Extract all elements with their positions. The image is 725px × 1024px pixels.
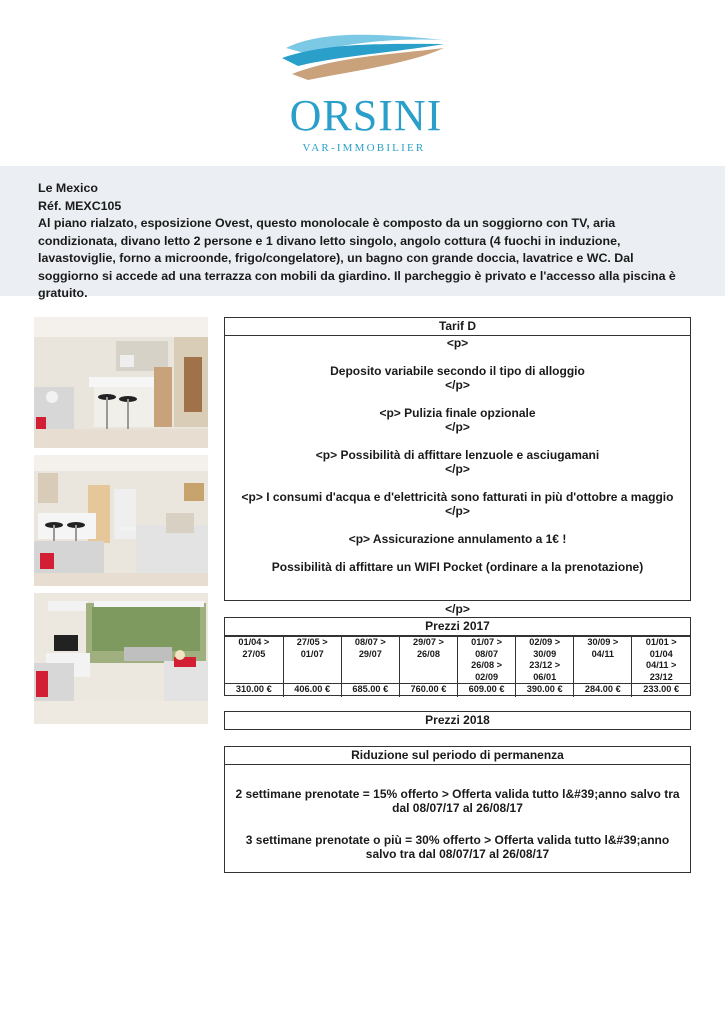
price-cell: 406.00 € — [283, 684, 341, 697]
tarif-line: <p> I consumi d'acqua e d'elettricità sono fatturati in più d'ottobre a maggio — [241, 490, 674, 504]
prezzi-2017-title: Prezzi 2017 — [225, 618, 690, 636]
riduzione-item: 2 settimane prenotate = 15% offerto > Offerta valida tutto l&#39;anno salvo tra dal 08/07/17 al 26/08/17 — [235, 787, 680, 815]
period-cell: 27/05 > 01/07 — [283, 637, 341, 684]
period-cell: 08/07 > 29/07 — [341, 637, 399, 684]
prezzi-2017-box — [224, 617, 691, 696]
property-description: Al piano rialzato, esposizione Ovest, questo monolocale è composto da un soggiorno con TV, aria condizionata, divano letto 2 persone e 1 divano letto singolo, angolo cottura (4 fuochi in induzione, lavastoviglie, forno a microonde, frigo/congelatore), un bagno con grande doccia, lavatrice e WC. Dal soggiorno si accede ad una terrazza con mobili da giardino. Il parcheggio è privato e l'accesso alla piscina è gratuito. — [38, 216, 676, 300]
tarif-line: <p> — [446, 336, 469, 350]
living-terrace-photo — [34, 593, 208, 724]
riduzione-box — [224, 746, 691, 873]
logo-subtitle: VAR-IMMOBILIER — [302, 142, 426, 154]
tarif-line: <p> Possibilità di affittare lenzuole e asciugamani — [315, 448, 600, 462]
period-cell: 01/04 > 27/05 — [225, 637, 283, 684]
prezzi-2018-box — [224, 711, 691, 730]
tarif-line: Deposito variabile secondo il tipo di alloggio — [330, 364, 585, 378]
price-cell: 685.00 € — [341, 684, 399, 697]
tarif-line — [225, 434, 690, 448]
period-cell: 01/01 > 01/04 04/11 > 23/12 — [632, 637, 690, 684]
kitchen-bar-photo — [34, 317, 208, 448]
riduzione-item: 3 settimane prenotate o più = 30% offerto > Offerta valida tutto l&#39;anno salvo tra dal 08/07/17 al 26/08/17 — [245, 833, 670, 861]
property-description-block — [38, 180, 694, 303]
prezzi-2017-table — [225, 636, 690, 697]
price-cell: 284.00 € — [574, 684, 632, 697]
property-ref: Réf. MEXC105 — [38, 198, 122, 213]
tarif-line: </p> — [445, 504, 470, 518]
orsini-logo — [278, 30, 448, 155]
riduzione-title: Riduzione sul periodo di permanenza — [225, 747, 690, 765]
tarif-line — [225, 518, 690, 532]
price-cell: 760.00 € — [399, 684, 457, 697]
tarif-line — [225, 476, 690, 490]
tarif-line: </p> — [445, 462, 470, 476]
tarif-line: </p> — [445, 378, 470, 392]
tarif-title: Tarif D — [225, 318, 690, 336]
wave-logo-icon — [278, 30, 448, 100]
tarif-line — [225, 350, 690, 364]
property-name: Le Mexico — [38, 181, 98, 195]
prezzi-2018-title: Prezzi 2018 — [425, 713, 490, 727]
tarif-line: Possibilità di affittare un WIFI Pocket (ordinare a la prenotazione) — [271, 560, 644, 574]
tarif-box — [224, 317, 691, 616]
tarif-line: <p> Assicurazione annulamento a 1€ ! — [348, 532, 567, 546]
tarif-line — [225, 588, 690, 602]
period-cell: 30/09 > 04/11 — [574, 637, 632, 684]
living-room-photo — [34, 455, 208, 586]
period-cell: 02/09 > 30/09 23/12 > 06/01 — [516, 637, 574, 684]
tarif-line — [225, 574, 690, 588]
price-cell: 310.00 € — [225, 684, 283, 697]
tarif-line — [225, 546, 690, 560]
tarif-line: <p> Pulizia finale opzionale — [379, 406, 536, 420]
period-cell: 29/07 > 26/08 — [399, 637, 457, 684]
logo-name: ORSINI — [289, 91, 443, 140]
price-cell: 233.00 € — [632, 684, 690, 697]
tarif-line: </p> — [445, 602, 470, 616]
period-cell: 01/07 > 08/07 26/08 > 02/09 — [458, 637, 516, 684]
tarif-line: </p> — [445, 420, 470, 434]
tarif-body — [225, 336, 690, 616]
tarif-line — [225, 392, 690, 406]
price-cell: 609.00 € — [458, 684, 516, 697]
riduzione-body — [225, 787, 690, 861]
price-cell: 390.00 € — [516, 684, 574, 697]
